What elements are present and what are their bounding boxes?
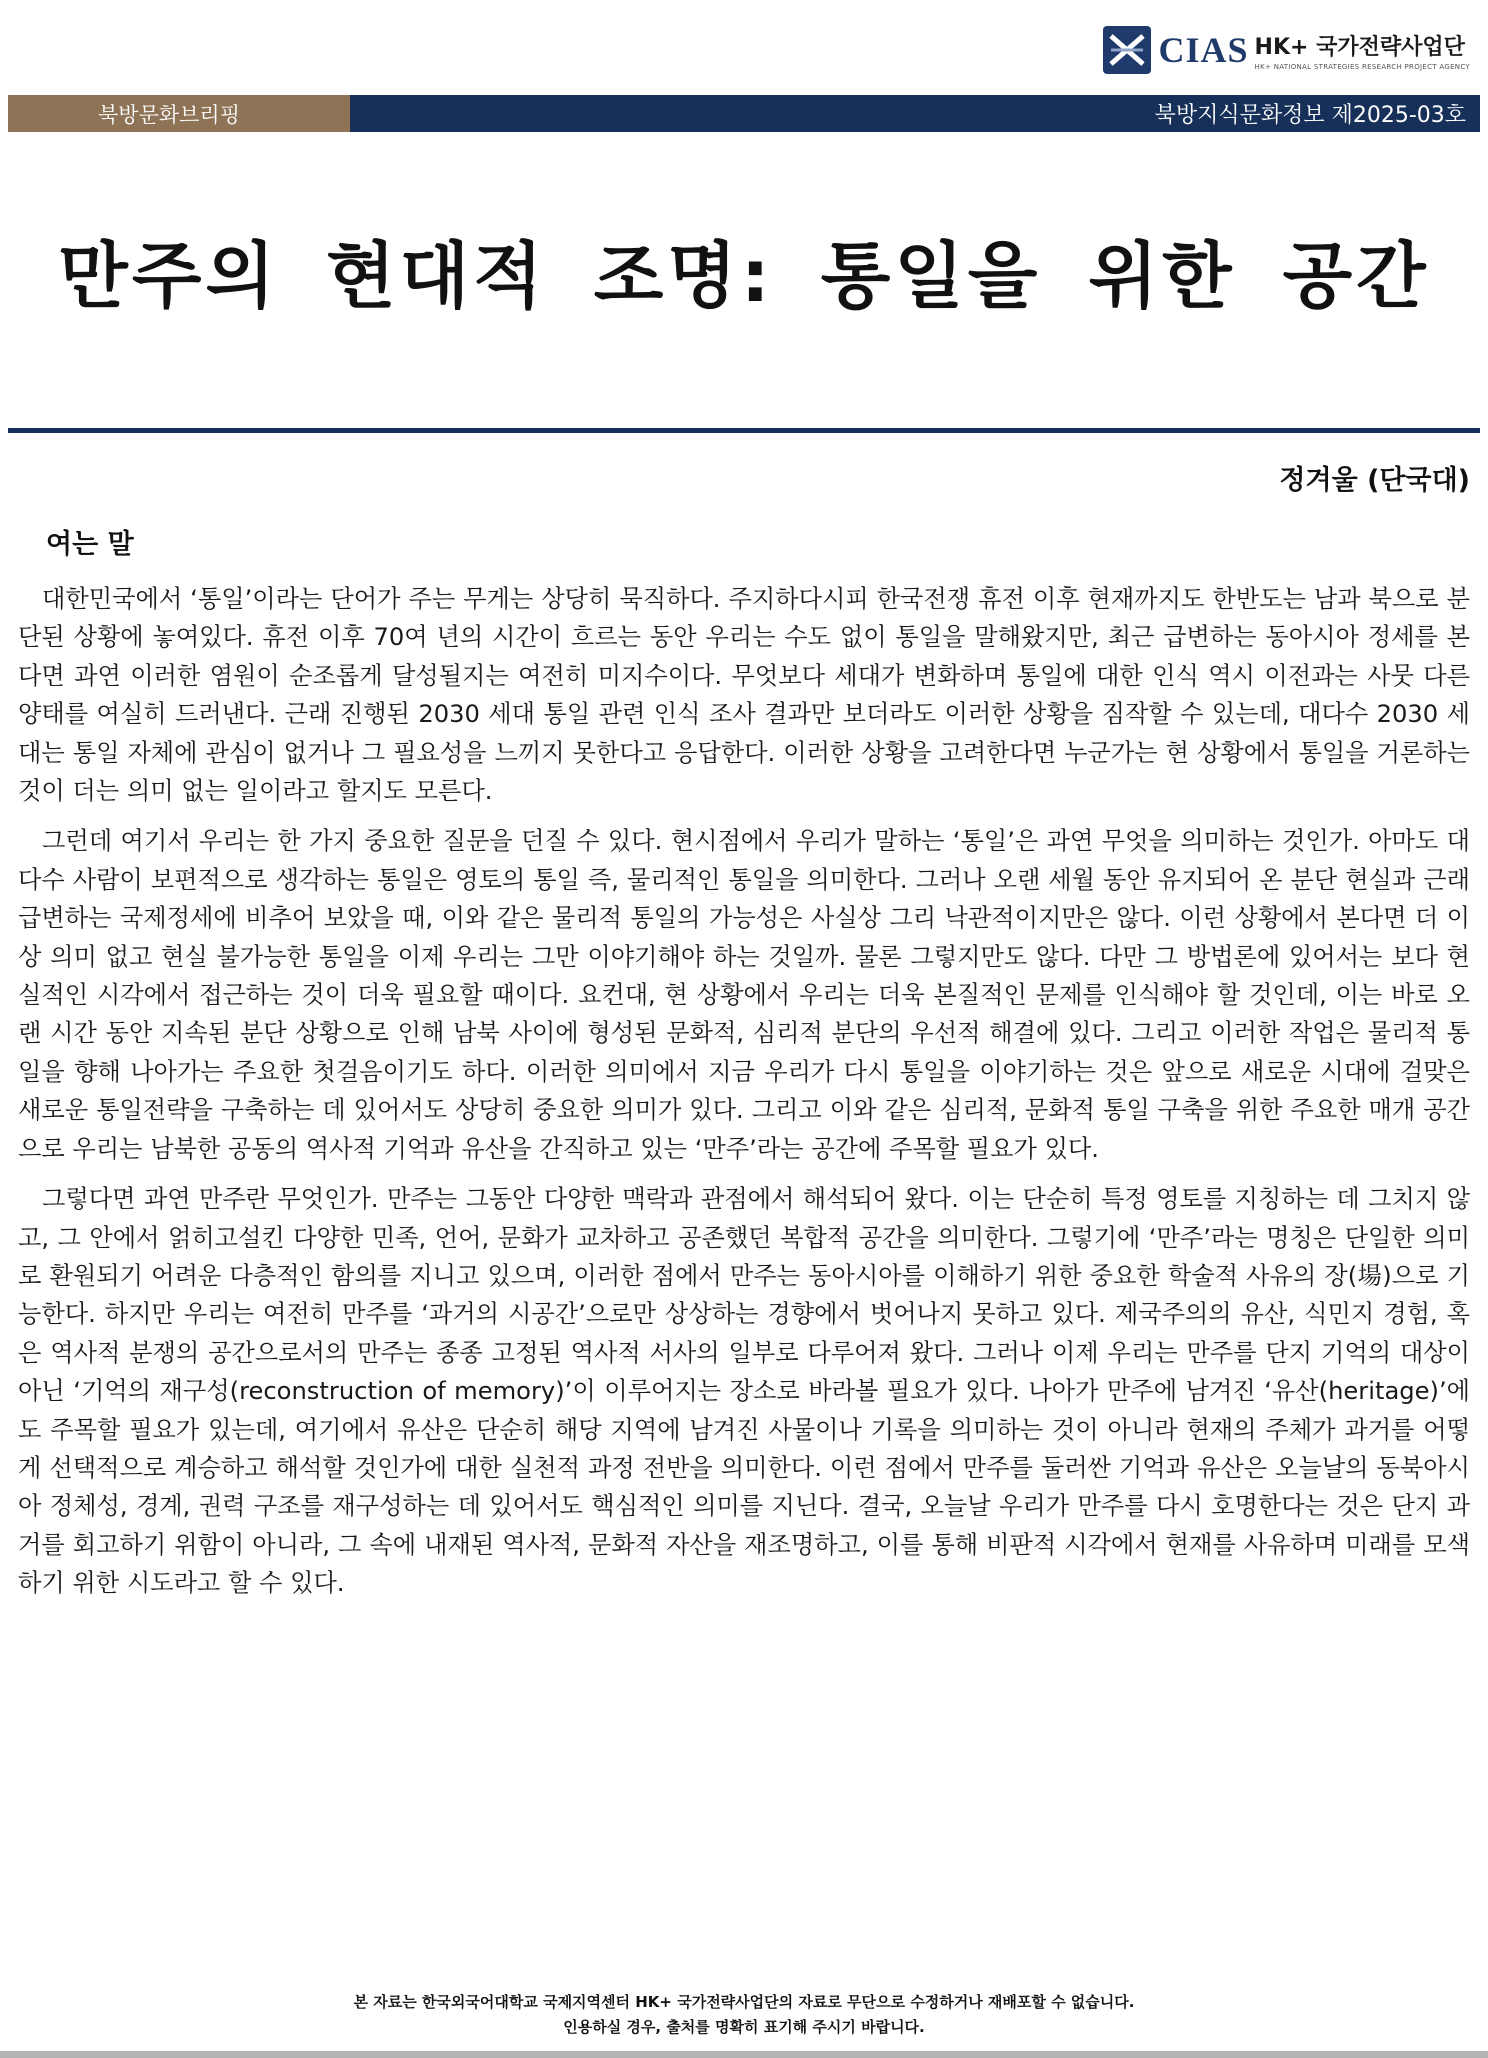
logo-subtitle: HK+ NATIONAL STRATEGIES RESEARCH PROJECT AGENCY	[1254, 62, 1470, 71]
logo-title: HK+ 국가전략사업단	[1254, 34, 1465, 60]
paragraph-1: 대한민국에서 ‘통일’이라는 단어가 주는 무게는 상당히 묵직하다. 주지하다시피 한국전쟁 휴전 이후 현재까지도 한반도는 남과 북으로 분단된 상황에 놓여있다. 휴전 이후 70여 년의 시간이 흐르는 동안 우리는 수도 없이 통일을 말해왔지만, 최근 급변하는 동아시아 정세를 본다면 과연 이러한 염원이 순조롭게 달성될지는 여전히 미지수이다. 무엇보다 세대가 변화하며 통일에 대한 인식 역시 이전과는 사뭇 다른 양태를 여실히 드러낸다. 근래 진행된 2030 세대 통일 관련 인식 조사 결과만 보더라도 이러한 상황을 짐작할 수 있는데, 대다수 2030 세대는 통일 자체에 관심이 없거나 그 필요성을 느끼지 못한다고 응답한다. 이러한 상황을 고려한다면 누군가는 현 상황에서 통일을 거론하는 것이 더는 의미 없는 일이라고 할지도 모른다.	[18, 585, 1470, 806]
section-heading: 여는 말	[46, 529, 134, 560]
paragraph-3: 그렇다면 과연 만주란 무엇인가. 만주는 그동안 다양한 맥락과 관점에서 해석되어 왔다. 이는 단순히 특정 영토를 지칭하는 데 그치지 않고, 그 안에서 얽히고설킨 다양한 민족, 언어, 문화가 교차하고 공존했던 복합적 공간을 의미한다. 그렇기에 ‘만주’라는 명칭은 단일한 의미로 환원되기 어려운 다층적인 함의를 지니고 있으며, 이러한 점에서 만주는 동아시아를 이해하기 위한 중요한 학술적 사유의 장(場)으로 기능한다. 하지만 우리는 여전히 만주를 ‘과거의 시공간’으로만 상상하는 경향에서 벗어나지 못하고 있다. 제국주의의 유산, 식민지 경험, 혹은 역사적 분쟁의 공간으로서의 만주는 종종 고정된 역사적 서사의 일부로 다루어져 왔다. 그러나 이제 우리는 만주를 단지 기억의 대상이 아닌 ‘기억의 재구성(reconstruction of memory)’이 이루어지는 장소로 바라볼 필요가 있다. 나아가 만주에 남겨진 ‘유산(heritage)’에도 주목할 필요가 있는데, 여기에서 유산은 단순히 해당 지역에 남겨진 사물이나 기록을 의미하는 것이 아니라 현재의 주체가 과거를 어떻게 선택적으로 계승하고 해석할 것인가에 대한 실천적 과정 전반을 의미한다. 이런 점에서 만주를 둘러싼 기억과 유산은 오늘날의 동북아시아 정체성, 경계, 권력 구조를 재구성하는 데 있어서도 핵심적인 의미를 지닌다. 결국, 오늘날 우리가 만주를 다시 호명한다는 것은 단지 과거를 회고하기 위함이 아니라, 그 속에 내재된 역사적, 문화적 자산을 재조명하고, 이를 통해 비판적 시각에서 현재를 사유하며 미래를 모색하기 위한 시도라고 할 수 있다.	[18, 1185, 1471, 1598]
page-title: 만주의 현대적 조명: 통일을 위한 공간	[58, 234, 1430, 318]
notice-line-1: 본 자료는 한국외국어대학교 국제지역센터 HK+ 국가전략사업단의 자료로 무단으로 수정하거나 재배포할 수 없습니다.	[353, 1993, 1135, 2011]
category-label: 북방문화브리핑	[8, 95, 350, 132]
copyright-notice	[0, 1990, 1488, 2040]
paragraph-2: 그런데 여기서 우리는 한 가지 중요한 질문을 던질 수 있다. 현시점에서 우리가 말하는 ‘통일’은 과연 무엇을 의미하는 것인가. 아마도 대다수 사람이 보편적으로 생각하는 통일은 영토의 통일 즉, 물리적인 통일을 의미한다. 그러나 오랜 세월 동안 유지되어 온 분단 현실과 근래 급변하는 국제정세에 비추어 보았을 때, 이와 같은 물리적 통일의 가능성은 사실상 그리 낙관적이지만은 않다. 이런 상황에서 본다면 더 이상 의미 없고 현실 불가능한 통일을 이제 우리는 그만 이야기해야 하는 것일까. 물론 그렇지만도 않다. 다만 그 방법론에 있어서는 보다 현실적인 시각에서 접근하는 것이 더욱 필요할 때이다. 요컨대, 현 상황에서 우리는 더욱 본질적인 문제를 인식해야 할 것인데, 이는 바로 오랜 시간 동안 지속된 분단 상황으로 인해 남북 사이에 형성된 문화적, 심리적 분단의 우선적 해결에 있다. 그리고 이러한 작업은 물리적 통일을 향해 나아가는 주요한 첫걸음이기도 하다. 이러한 의미에서 지금 우리가 다시 통일을 이야기하는 것은 앞으로 새로운 시대에 걸맞은 새로운 통일전략을 구축하는 데 있어서도 상당히 중요한 의미가 있다. 그리고 이와 같은 심리적, 문화적 통일 구축을 위한 주요한 매개 공간으로 우리는 남북한 공동의 역사적 기억과 유산을 간직하고 있는 ‘만주’라는 공간에 주목할 필요가 있다.	[18, 827, 1470, 1163]
notice-line-2: 인용하실 경우, 출처를 명확히 표기해 주시기 바랍니다.	[563, 2018, 925, 2036]
issue-label: 북방지식문화정보 제2025-03호	[350, 95, 1480, 132]
cias-logo	[1101, 22, 1470, 78]
article-body	[18, 580, 1470, 1603]
logo-cias-text: CIAS	[1158, 30, 1249, 70]
title-divider	[8, 428, 1480, 433]
cias-emblem-icon	[1101, 24, 1153, 76]
header-bar	[8, 95, 1480, 132]
author: 정겨울 (단국대)	[1279, 465, 1470, 496]
footer-divider	[0, 2051, 1488, 2058]
